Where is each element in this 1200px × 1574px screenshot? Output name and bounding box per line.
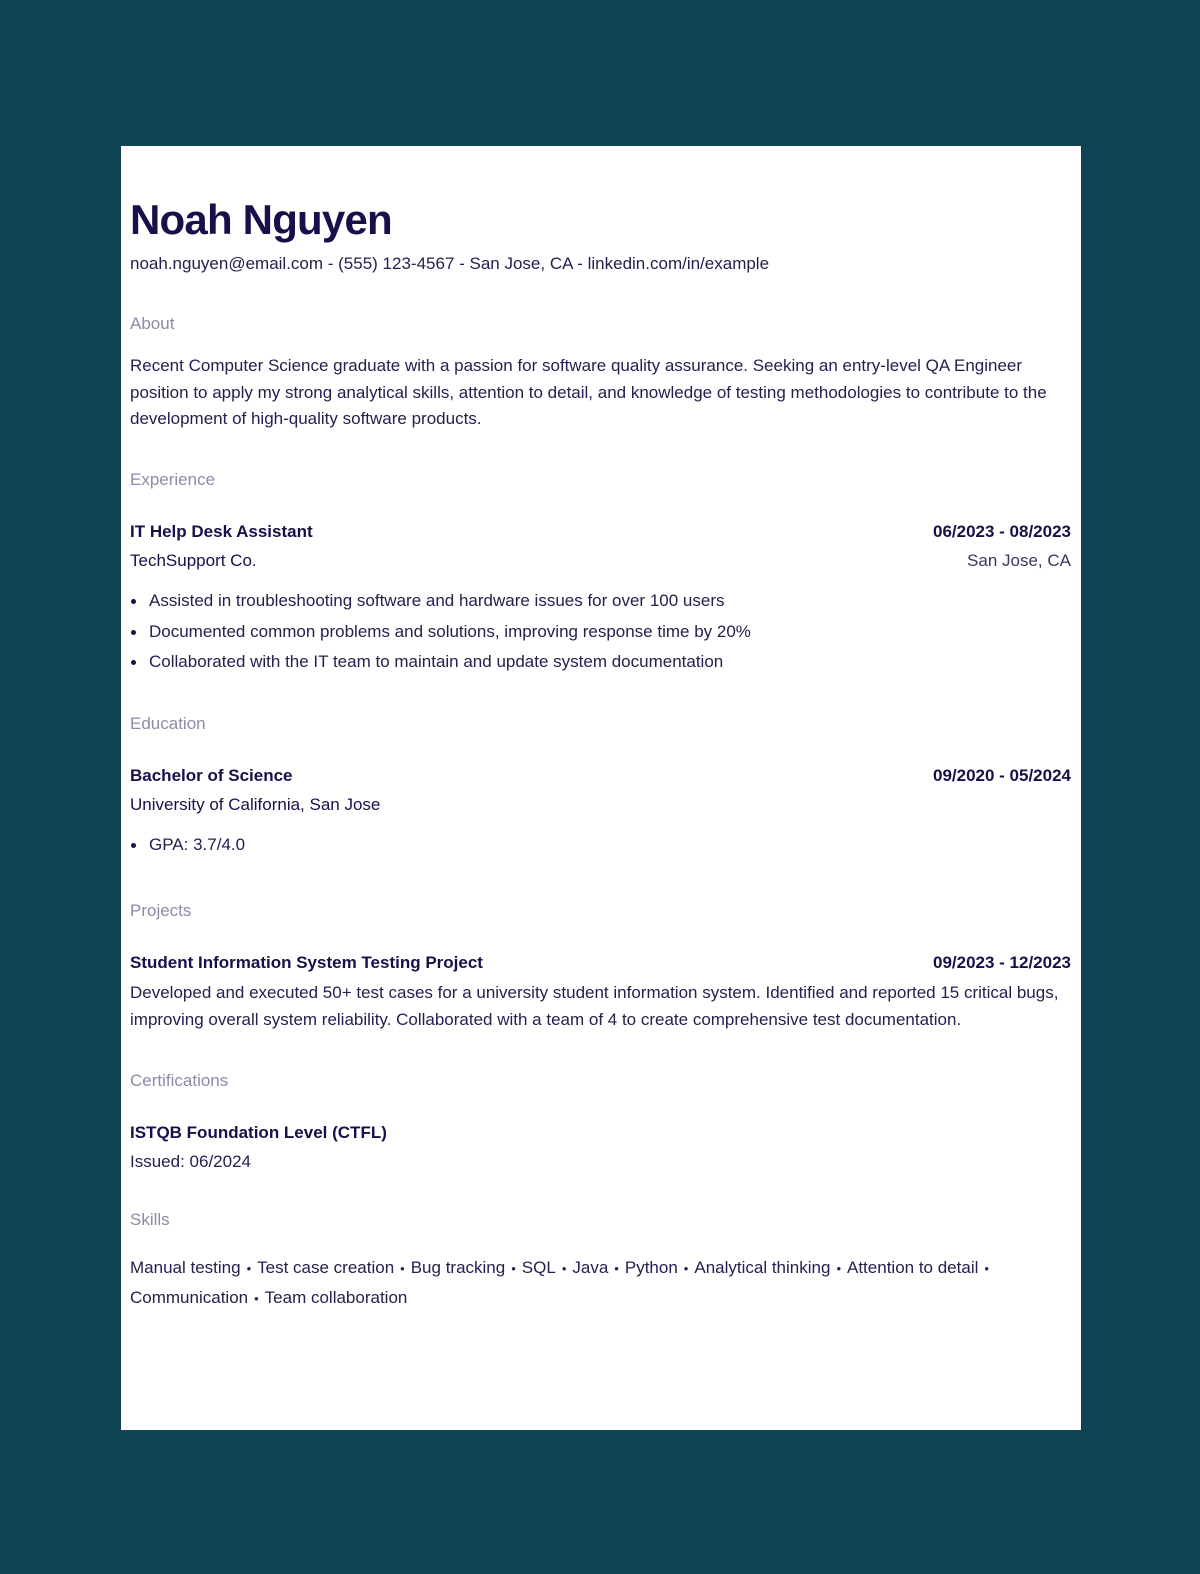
skill-separator: • <box>614 1260 619 1276</box>
skill-item: Python <box>624 1257 678 1277</box>
education-subheader <box>130 792 1071 818</box>
skill-item: Team collaboration <box>264 1288 408 1308</box>
contact-line: noah.nguyen@email.com - (555) 123-4567 - San Jose, CA - linkedin.com/in/example <box>130 254 770 273</box>
skills-list <box>130 1253 1071 1314</box>
skill-separator: • <box>511 1260 516 1276</box>
school-name: University of California, San Jose <box>130 794 381 814</box>
skill-item: Test case creation <box>257 1257 395 1277</box>
list-item: Documented common problems and solutions, improving response time by 20% <box>130 617 1071 648</box>
project-dates: 09/2023 - 12/2023 <box>932 953 1071 973</box>
section-title-about: About <box>130 314 175 333</box>
section-title-education: Education <box>130 713 206 733</box>
education-bullets <box>130 830 1071 861</box>
section-title-projects: Projects <box>130 901 192 921</box>
education-header <box>130 763 1071 789</box>
skill-item: Java <box>572 1257 609 1277</box>
skill-item: Communication <box>130 1288 249 1308</box>
job-title: IT Help Desk Assistant <box>130 522 313 542</box>
section-title-certifications: Certifications <box>130 1070 229 1090</box>
list-item: GPA: 3.7/4.0 <box>130 830 1071 861</box>
list-item: Collaborated with the IT team to maintain and update system documentation <box>130 647 1071 678</box>
certification-name: ISTQB Foundation Level (CTFL) <box>130 1122 387 1142</box>
skill-separator: • <box>984 1260 989 1276</box>
job-dates: 06/2023 - 08/2023 <box>932 522 1071 542</box>
project-entry <box>130 950 1071 1033</box>
skill-separator: • <box>400 1260 405 1276</box>
project-description: Developed and executed 50+ test cases for a university student information system. Identified and reported 15 critical bugs, improving overall system reliability. Collaborated with a team of 4 to create comprehensive test documentation. <box>130 983 1059 1029</box>
certification-issued: Issued: 06/2024 <box>130 1151 251 1171</box>
section-title-skills: Skills <box>130 1209 170 1229</box>
skill-item: Manual testing <box>130 1257 241 1277</box>
experience-entry <box>130 519 1071 678</box>
skill-separator: • <box>836 1260 841 1276</box>
skill-separator: • <box>683 1260 689 1276</box>
skill-item: Attention to detail <box>847 1257 979 1277</box>
experience-subheader <box>130 548 1071 574</box>
skill-item: Analytical thinking <box>694 1257 831 1277</box>
education-entry <box>130 763 1071 861</box>
experience-bullets <box>130 586 1071 678</box>
experience-header <box>130 519 1071 545</box>
certification-header <box>130 1120 1071 1146</box>
job-location: San Jose, CA <box>967 551 1071 571</box>
project-header <box>130 950 1071 976</box>
project-name: Student Information System Testing Project <box>130 953 483 973</box>
section-title-experience: Experience <box>130 470 216 490</box>
candidate-name: Noah Nguyen <box>130 196 392 243</box>
skill-item: Bug tracking <box>410 1257 506 1277</box>
education-dates: 09/2020 - 05/2024 <box>932 765 1071 785</box>
resume-page <box>121 146 1081 1430</box>
certification-entry <box>130 1120 1071 1175</box>
skill-item: SQL <box>521 1257 556 1277</box>
list-item: Assisted in troubleshooting software and hardware issues for over 100 users <box>130 586 1071 617</box>
about-text: Recent Computer Science graduate with a passion for software quality assurance. Seeking an entry-level QA Engineer position to apply my strong analytical skills, attention to detail, and knowledge of testing methodologies to contribute to the development of high-quality software products. <box>130 356 1047 429</box>
degree-name: Bachelor of Science <box>130 765 293 785</box>
skill-separator: • <box>254 1291 259 1307</box>
skill-separator: • <box>246 1260 252 1276</box>
company-name: TechSupport Co. <box>130 551 257 571</box>
skill-separator: • <box>561 1260 567 1276</box>
